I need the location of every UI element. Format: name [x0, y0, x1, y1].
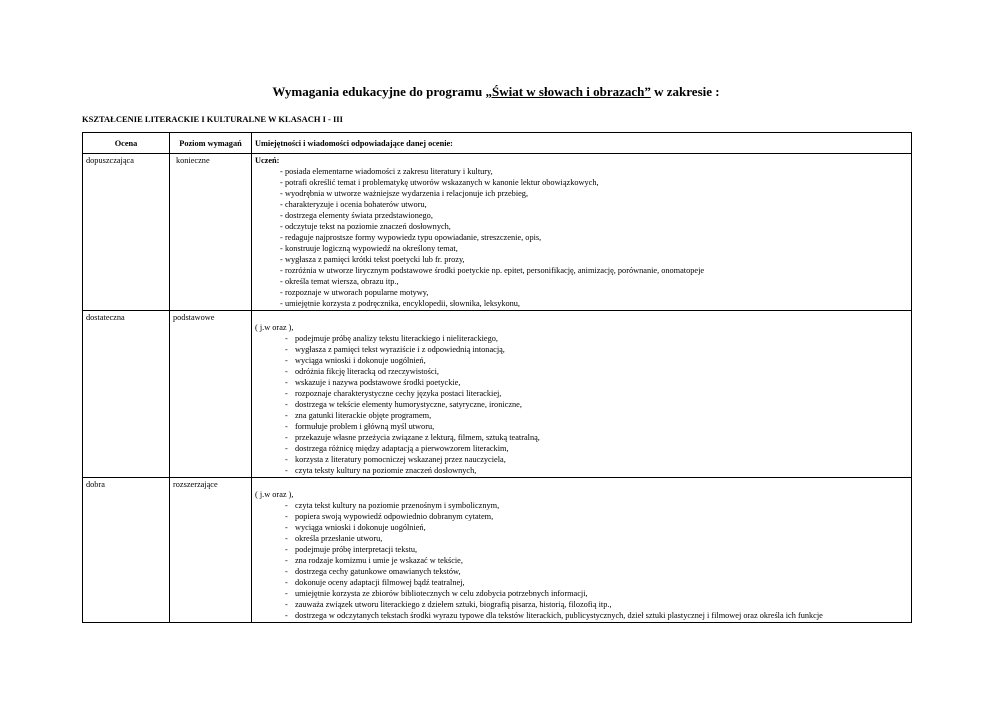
list-item: - odróżnia fikcję literacką od rzeczywistości, — [255, 366, 908, 377]
grade-cell — [83, 311, 170, 478]
list-item: - wyodrębnia w utworze ważniejsze wydarzenia i relacjonuje ich przebieg, — [255, 188, 908, 199]
list-item: - zna gatunki literackie objęte programem, — [255, 410, 908, 421]
list-item: - popiera swoją wypowiedź odpowiednio dobranym cytatem, — [255, 511, 908, 522]
level-cell — [170, 478, 252, 623]
list-item: - dostrzega różnicę między adaptacją a pierwowzorem literackim, — [255, 443, 908, 454]
list-item: - określa temat wiersza, obrazu itp., — [255, 276, 908, 287]
grade-label: dobra — [86, 480, 105, 489]
level-label: rozszerzające — [173, 480, 218, 489]
list-item: - czyta teksty kultury na poziomie znaczeń dosłownych, — [255, 465, 908, 476]
list-item: - określa przesłanie utworu, — [255, 533, 908, 544]
list-item: - wygłasza z pamięci krótki tekst poetycki lub fr. prozy, — [255, 254, 908, 265]
list-item: - posiada elementarne wiadomości z zakresu literatury i kultury, — [255, 166, 908, 177]
skills-list — [255, 166, 908, 309]
document-subtitle: KSZTAŁCENIE LITERACKIE I KULTURALNE W KLASACH I - III — [82, 114, 343, 124]
grade-cell — [83, 154, 170, 311]
level-label: konieczne — [176, 156, 210, 165]
list-item: - wskazuje i nazywa podstawowe środki poetyckie, — [255, 377, 908, 388]
list-item: - zna rodzaje komizmu i umie je wskazać w tekście, — [255, 555, 908, 566]
list-item: - potrafi określić temat i problematykę utworów wskazanych w kanonie lektur obowiązkowych, — [255, 177, 908, 188]
list-item: - rozpoznaje w utworach popularne motywy, — [255, 287, 908, 298]
title-suffix: w zakresie : — [650, 84, 720, 99]
list-item: - redaguje najprostsze formy wypowiedz typu opowiadanie, streszczenie, opis, — [255, 232, 908, 243]
document-title — [0, 84, 992, 100]
table-header-row — [83, 133, 912, 154]
skills-lead: ( j.w oraz ), — [255, 323, 294, 332]
title-prefix: Wymagania edukacyjne do programu — [272, 84, 486, 99]
table-row — [83, 154, 912, 311]
grade-label: dopuszczająca — [86, 156, 134, 165]
list-item: - wygłasza z pamięci tekst wyraziście i z odpowiednią intonacją, — [255, 344, 908, 355]
title-program-name: „Świat w słowach i obrazach” — [485, 84, 651, 99]
skills-cell — [252, 311, 912, 478]
list-item: - korzysta z literatury pomocniczej wskazanej przez nauczyciela, — [255, 454, 908, 465]
header-skills: Umiejętności i wiadomości odpowiadające danej ocenie: — [252, 133, 912, 154]
list-item: - wyciąga wnioski i dokonuje uogólnień, — [255, 355, 908, 366]
list-item: - odczytuje tekst na poziomie znaczeń dosłownych, — [255, 221, 908, 232]
list-item: - podejmuje próbę analizy tekstu literackiego i nieliterackiego, — [255, 333, 908, 344]
list-item: - czyta tekst kultury na poziomie przenośnym i symbolicznym, — [255, 500, 908, 511]
level-cell — [170, 311, 252, 478]
list-item: - charakteryzuje i ocenia bohaterów utworu, — [255, 199, 908, 210]
list-item: - wyciąga wnioski i dokonuje uogólnień, — [255, 522, 908, 533]
skills-list — [255, 500, 908, 621]
list-item: - dostrzega elementy świata przedstawionego, — [255, 210, 908, 221]
header-grade: Ocena — [83, 133, 170, 154]
level-cell — [170, 154, 252, 311]
list-item: - zauważa związek utworu literackiego z dziełem sztuki, biografią pisarza, historią, filozofią itp., — [255, 599, 908, 610]
level-label: podstawowe — [173, 313, 215, 322]
grade-label: dostateczna — [86, 313, 125, 322]
list-item: - konstruuje logiczną wypowiedź na określony temat, — [255, 243, 908, 254]
list-item: - dostrzega cechy gatunkowe omawianych tekstów, — [255, 566, 908, 577]
skills-lead: ( j.w oraz ), — [255, 490, 294, 499]
list-item: - dokonuje oceny adaptacji filmowej bądź teatralnej, — [255, 577, 908, 588]
list-item: - dostrzega w tekście elementy humorystyczne, satyryczne, ironiczne, — [255, 399, 908, 410]
list-item: - przekazuje własne przeżycia związane z lekturą, filmem, sztuką teatralną, — [255, 432, 908, 443]
list-item: - podejmuje próbę interpretacji tekstu, — [255, 544, 908, 555]
skills-list — [255, 333, 908, 476]
list-item: - umiejętnie korzysta ze zbiorów bibliotecznych w celu zdobycia potrzebnych informacji, — [255, 588, 908, 599]
skills-cell — [252, 154, 912, 311]
table-row — [83, 478, 912, 623]
list-item: - dostrzega w odczytanych tekstach środki wyrazu typowe dla tekstów literackich, publicystycznych, dzieł sztuki plastycznej i filmowej oraz określa ich funkcje — [255, 610, 908, 621]
grade-cell — [83, 478, 170, 623]
requirements-table — [82, 132, 912, 623]
list-item: - rozróżnia w utworze lirycznym podstawowe środki poetyckie np. epitet, personifikację, animizację, porównanie, onomatopeje — [255, 265, 908, 276]
skills-lead: Uczeń: — [255, 156, 280, 165]
skills-cell — [252, 478, 912, 623]
header-level: Poziom wymagań — [170, 133, 252, 154]
table-row — [83, 311, 912, 478]
list-item: - umiejętnie korzysta z podręcznika, encyklopedii, słownika, leksykonu, — [255, 298, 908, 309]
list-item: - formułuje problem i główną myśl utworu, — [255, 421, 908, 432]
list-item: - rozpoznaje charakterystyczne cechy języka postaci literackiej, — [255, 388, 908, 399]
